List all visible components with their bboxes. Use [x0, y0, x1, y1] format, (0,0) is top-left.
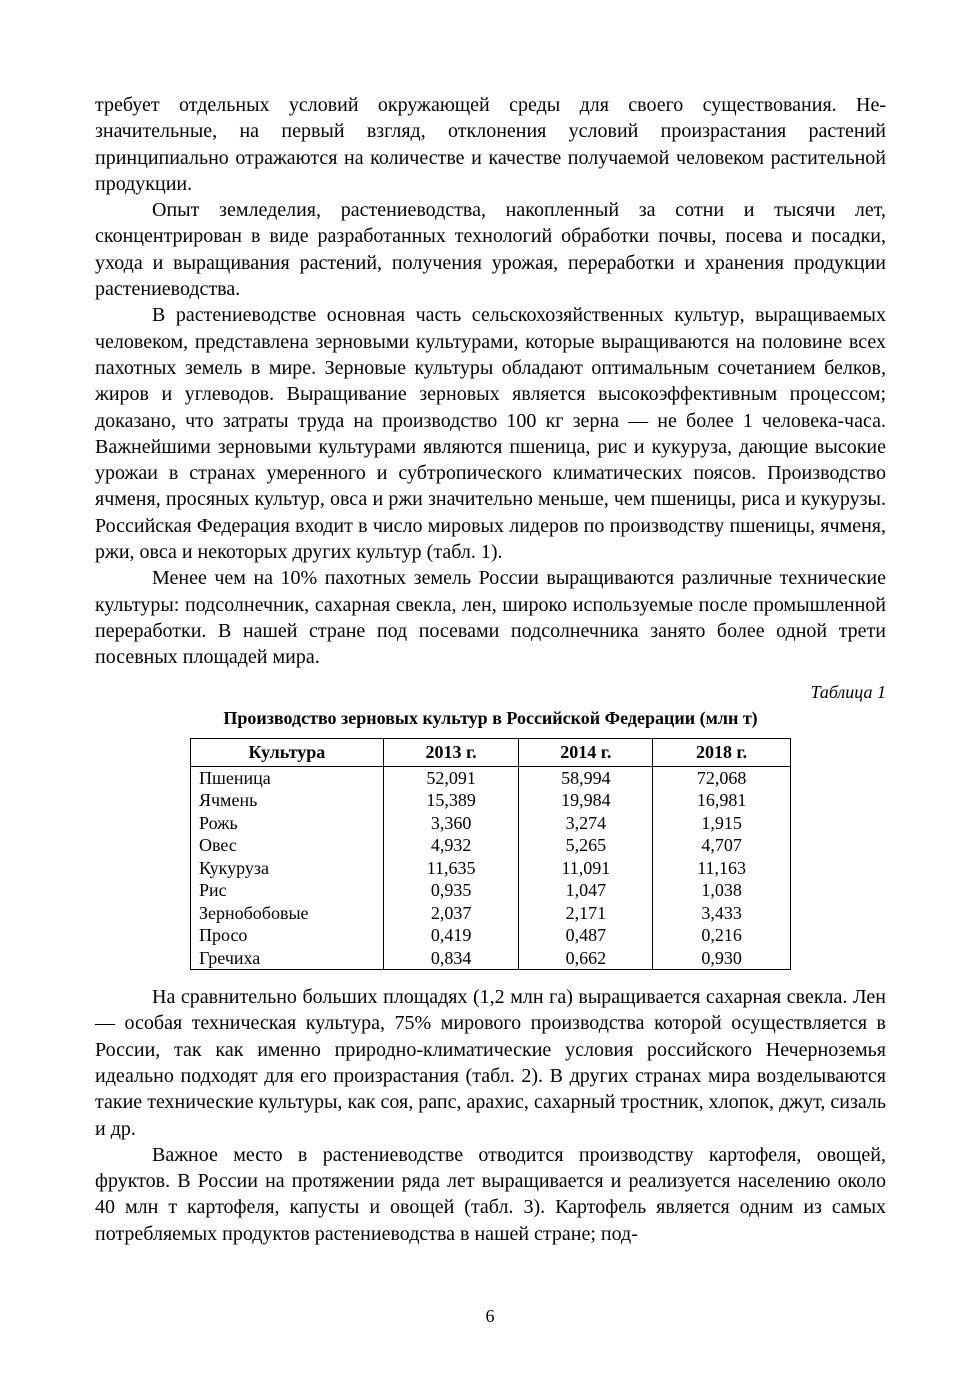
table-row [191, 924, 791, 947]
table-row [191, 879, 791, 902]
value-cell: 11,635 [383, 857, 519, 880]
paragraph: На сравнительно больших площадях (1,2 млн га) выращивается сахарная свекла. Лен — особая техническая культура, 75% мирового производства которой осуществляется в России, так как именно природно-климатические условия российского Нечерноземья идеально подходят для его произрастания (табл. 2). В других странах мира возделываются такие технические культуры, как соя, рапс, арахис, сахарный тростник, хлопок, джут, сизаль и др. [95, 986, 886, 1140]
crop-cell: Гречиха [191, 947, 384, 970]
paragraph: Опыт земледелия, растениеводства, накопленный за сотни и тысячи лет, сконцентрирован в виде разработанных технологий обработки почвы, посева и посадки, ухода и выращивания растений, получения урожая, переработки и хранения продукции растениеводства. [95, 199, 886, 301]
value-cell: 0,834 [383, 947, 519, 970]
crop-cell: Ячмень [191, 789, 384, 812]
paragraph: Менее чем на 10% пахотных земель России выращиваются различные технические культуры: подсолнечник, сахарная свекла, лен, широко используемые после промышленной переработки. В нашей стране под посевами подсолнечника занято более одной трети посевных площадей мира. [95, 567, 886, 669]
value-cell: 0,216 [653, 924, 791, 947]
value-cell: 1,047 [519, 879, 653, 902]
value-cell: 0,419 [383, 924, 519, 947]
table-row [191, 902, 791, 925]
paragraph: требует отдельных условий окружающей среды для своего существования. Незначительные, на первый взгляд, отклонения условий произрастания растений принципиально отражаются на количестве и качестве получаемой человеком растительной продукции. [95, 94, 886, 195]
column-header: 2013 г. [383, 738, 519, 766]
crop-cell: Пшеница [191, 766, 384, 789]
value-cell: 2,171 [519, 902, 653, 925]
value-cell: 1,915 [653, 812, 791, 835]
value-cell: 52,091 [383, 766, 519, 789]
table-row [191, 857, 791, 880]
column-header: 2018 г. [653, 738, 791, 766]
crop-cell: Просо [191, 924, 384, 947]
value-cell: 3,360 [383, 812, 519, 835]
crop-cell: Зернобобовые [191, 902, 384, 925]
table-row [191, 947, 791, 970]
paragraph: Важное место в растениеводстве отводится производству картофеля, овощей, фруктов. В России на протяжении ряда лет выращивается и реализуется населению около 40 млн т картофеля, капусты и овощей (табл. 3). Картофель является одним из самых потребляемых продуктов растениеводства в нашей стране; под- [95, 1143, 886, 1245]
value-cell: 15,389 [383, 789, 519, 812]
value-cell: 19,984 [519, 789, 653, 812]
text-after-table [95, 984, 886, 1247]
value-cell: 2,037 [383, 902, 519, 925]
table-row [191, 834, 791, 857]
value-cell: 4,932 [383, 834, 519, 857]
value-cell: 11,163 [653, 857, 791, 880]
column-header: Культура [191, 738, 384, 766]
column-header: 2014 г. [519, 738, 653, 766]
page-number: 6 [485, 1306, 495, 1326]
production-table [190, 738, 791, 971]
table-title: Производство зерновых культур в Российской Федерации (млн т) [223, 707, 758, 728]
value-cell: 5,265 [519, 834, 653, 857]
value-cell: 11,091 [519, 857, 653, 880]
value-cell: 0,930 [653, 947, 791, 970]
table-header-row [191, 738, 791, 766]
value-cell: 3,274 [519, 812, 653, 835]
crop-cell: Рожь [191, 812, 384, 835]
value-cell: 0,935 [383, 879, 519, 902]
value-cell: 3,433 [653, 902, 791, 925]
value-cell: 0,487 [519, 924, 653, 947]
table-row [191, 766, 791, 789]
value-cell: 0,662 [519, 947, 653, 970]
value-cell: 4,707 [653, 834, 791, 857]
table-row [191, 812, 791, 835]
value-cell: 16,981 [653, 789, 791, 812]
paragraph: В растениеводстве основная часть сельскохозяйственных культур, выращиваемых человеком, представлена зерновыми культурами, которые выращиваются на половине всех пахотных земель в мире. Зерновые культуры обладают оптимальным сочетанием белков, жиров и углеводов. Выращивание зерновых является высокоэффективным процессом; доказано, что затраты труда на производство 100 кг зерна — не более 1 человека-часа. Важнейшими зерновыми культурами являются пшеница, рис и кукуруза, дающие высокие урожаи в странах умеренного и субтропического климатических поясов. Производство ячменя, просяных культур, овса и ржи значительно меньше, чем пшеницы, риса и кукурузы. Российская Федерация входит в число мировых лидеров по производству пшеницы, ячменя, ржи, овса и некоторых других культур (табл. 1). [95, 304, 886, 564]
value-cell: 72,068 [653, 766, 791, 789]
value-cell: 1,038 [653, 879, 791, 902]
value-cell: 58,994 [519, 766, 653, 789]
crop-cell: Рис [191, 879, 384, 902]
crop-cell: Кукуруза [191, 857, 384, 880]
page-body [95, 92, 886, 1247]
table-label: Таблица 1 [810, 681, 886, 702]
crop-cell: Овес [191, 834, 384, 857]
table-row [191, 789, 791, 812]
